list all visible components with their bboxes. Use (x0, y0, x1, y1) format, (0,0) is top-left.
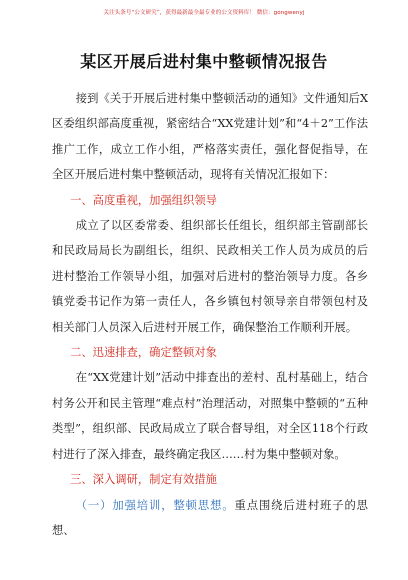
document-title: 某区开展后进村集中整顿情况报告 (80, 52, 328, 71)
paragraph-leadership: 成立了以区委常委、组织部长任组长，组织部主管副部长和民政局局长为副组长，组织、民政相关工作人员为成员的后进村整治工作领导小组，加强对后进村的整治领导力度。各乡镇党委书记作为第一责任人，各乡镇包村领导亲自带领包村及相关部门人员深入后进村开展工作，确保整治工作顺利开展。 (52, 219, 368, 334)
paragraph-investigation: 在“XX党建计划”活动中排查出的差村、乱村基础上，结合村务公开和民主管理“难点村”治理活动，对照集中整顿的“五种类型”，组织部、民政局成立了联合督导组，对全区118个行政村进行了深入排查，最终确定我区……村为集中整顿对象。 (52, 371, 368, 461)
section-heading-3: 三、深入调研，制定有效措施 (70, 473, 217, 487)
section-heading-2: 二、迅速排查，确定整顿对象 (70, 346, 217, 360)
subheading-training: （一）加强培训，整顿思想。 (75, 498, 235, 512)
paragraph-intro: 接到《关于开展后进村集中整顿活动的通知》文件通知后X区委组织部高度重视，紧密结合“XX党建计划”和“4＋2”工作法推广工作，成立工作小组，严格落实责任，强化督促指导，在全区开展后进村集中整顿活动，现将有关情况汇报如下： (52, 92, 368, 182)
document-body (52, 86, 368, 543)
paragraph-training (52, 493, 368, 544)
paragraph-training-text: 重点围绕后进村班子的思想、 (52, 498, 368, 537)
header-note: 关注头条号“公文研究”，获得最新最全最专业的公文资料库！ 微信：gongwenyj (103, 10, 305, 16)
section-heading-1: 一、高度重视，加强组织领导 (70, 193, 217, 207)
